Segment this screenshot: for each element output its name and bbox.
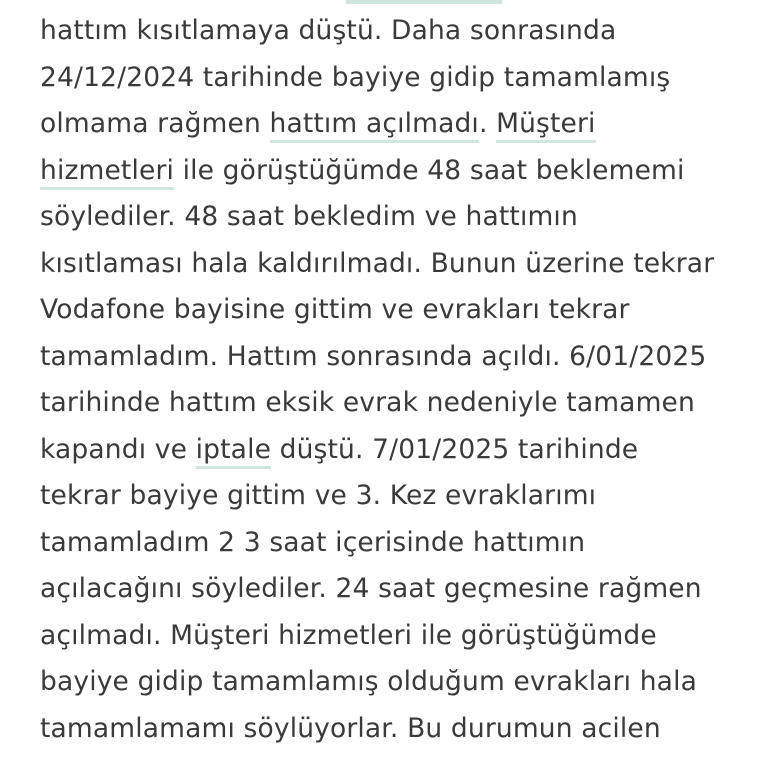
text-segment: kapandı ve <box>40 433 196 465</box>
text-line <box>40 706 760 753</box>
text-segment: hattım kısıtlamaya düştü. Daha sonrasında <box>40 15 617 46</box>
text-line <box>40 473 760 520</box>
article-body <box>40 8 760 752</box>
highlighted-text: iptale <box>196 434 271 469</box>
highlighted-text: hattım açılmadı <box>270 108 479 143</box>
text-segment: tamamlamamı söylüyorlar. Bu durumun acilen <box>40 712 661 744</box>
text-segment: tamamladım 2 3 saat içerisinde hattımın <box>40 526 586 558</box>
text-line <box>40 334 760 381</box>
text-line <box>40 101 760 148</box>
text-line <box>40 659 760 706</box>
text-segment: kısıtlaması hala kaldırılmadı. Bunun üzerine tekrar <box>40 247 715 279</box>
text-line <box>40 287 760 334</box>
text-line <box>40 613 760 660</box>
text-segment: söylediler. 48 saat bekledim ve hattımın <box>40 201 578 232</box>
text-segment: olmama rağmen <box>40 108 270 139</box>
text-segment: tekrar bayiye gittim ve 3. Kez evraklarımı <box>40 480 597 511</box>
text-segment: açılmadı. Müşteri hizmetleri ile görüştüğümde <box>40 619 657 651</box>
text-segment: Vodafone bayisine gittim ve evrakları tekrar <box>40 294 630 325</box>
text-line <box>40 427 760 474</box>
text-segment: düştü. 7/01/2025 tarihinde <box>271 433 639 465</box>
text-segment: 24/12/2024 tarihinde bayiye gidip tamamlamış <box>40 61 671 93</box>
text-line <box>40 55 760 102</box>
text-line <box>40 380 760 427</box>
text-line <box>40 566 760 613</box>
text-line <box>40 520 760 567</box>
text-segment: bayiye gidip tamamlamış olduğum evrakları hala <box>40 666 697 697</box>
text-segment: açılacağını söylediler. 24 saat geçmesine rağmen <box>40 573 702 604</box>
top-highlight-bar <box>346 0 502 4</box>
text-line <box>40 241 760 288</box>
highlighted-text: hizmetleri <box>40 155 174 190</box>
text-line <box>40 8 760 55</box>
text-line <box>40 194 760 241</box>
text-segment: ile görüştüğümde 48 saat beklememi <box>174 154 685 186</box>
text-line <box>40 148 760 195</box>
text-segment: tarihinde hattım eksik evrak nedeniyle tamamen <box>40 387 695 418</box>
highlighted-text: Müşteri <box>496 108 595 143</box>
text-segment: tamamladım. Hattım sonrasında açıldı. 6/01/2025 <box>40 340 707 372</box>
text-segment: . <box>478 108 497 139</box>
